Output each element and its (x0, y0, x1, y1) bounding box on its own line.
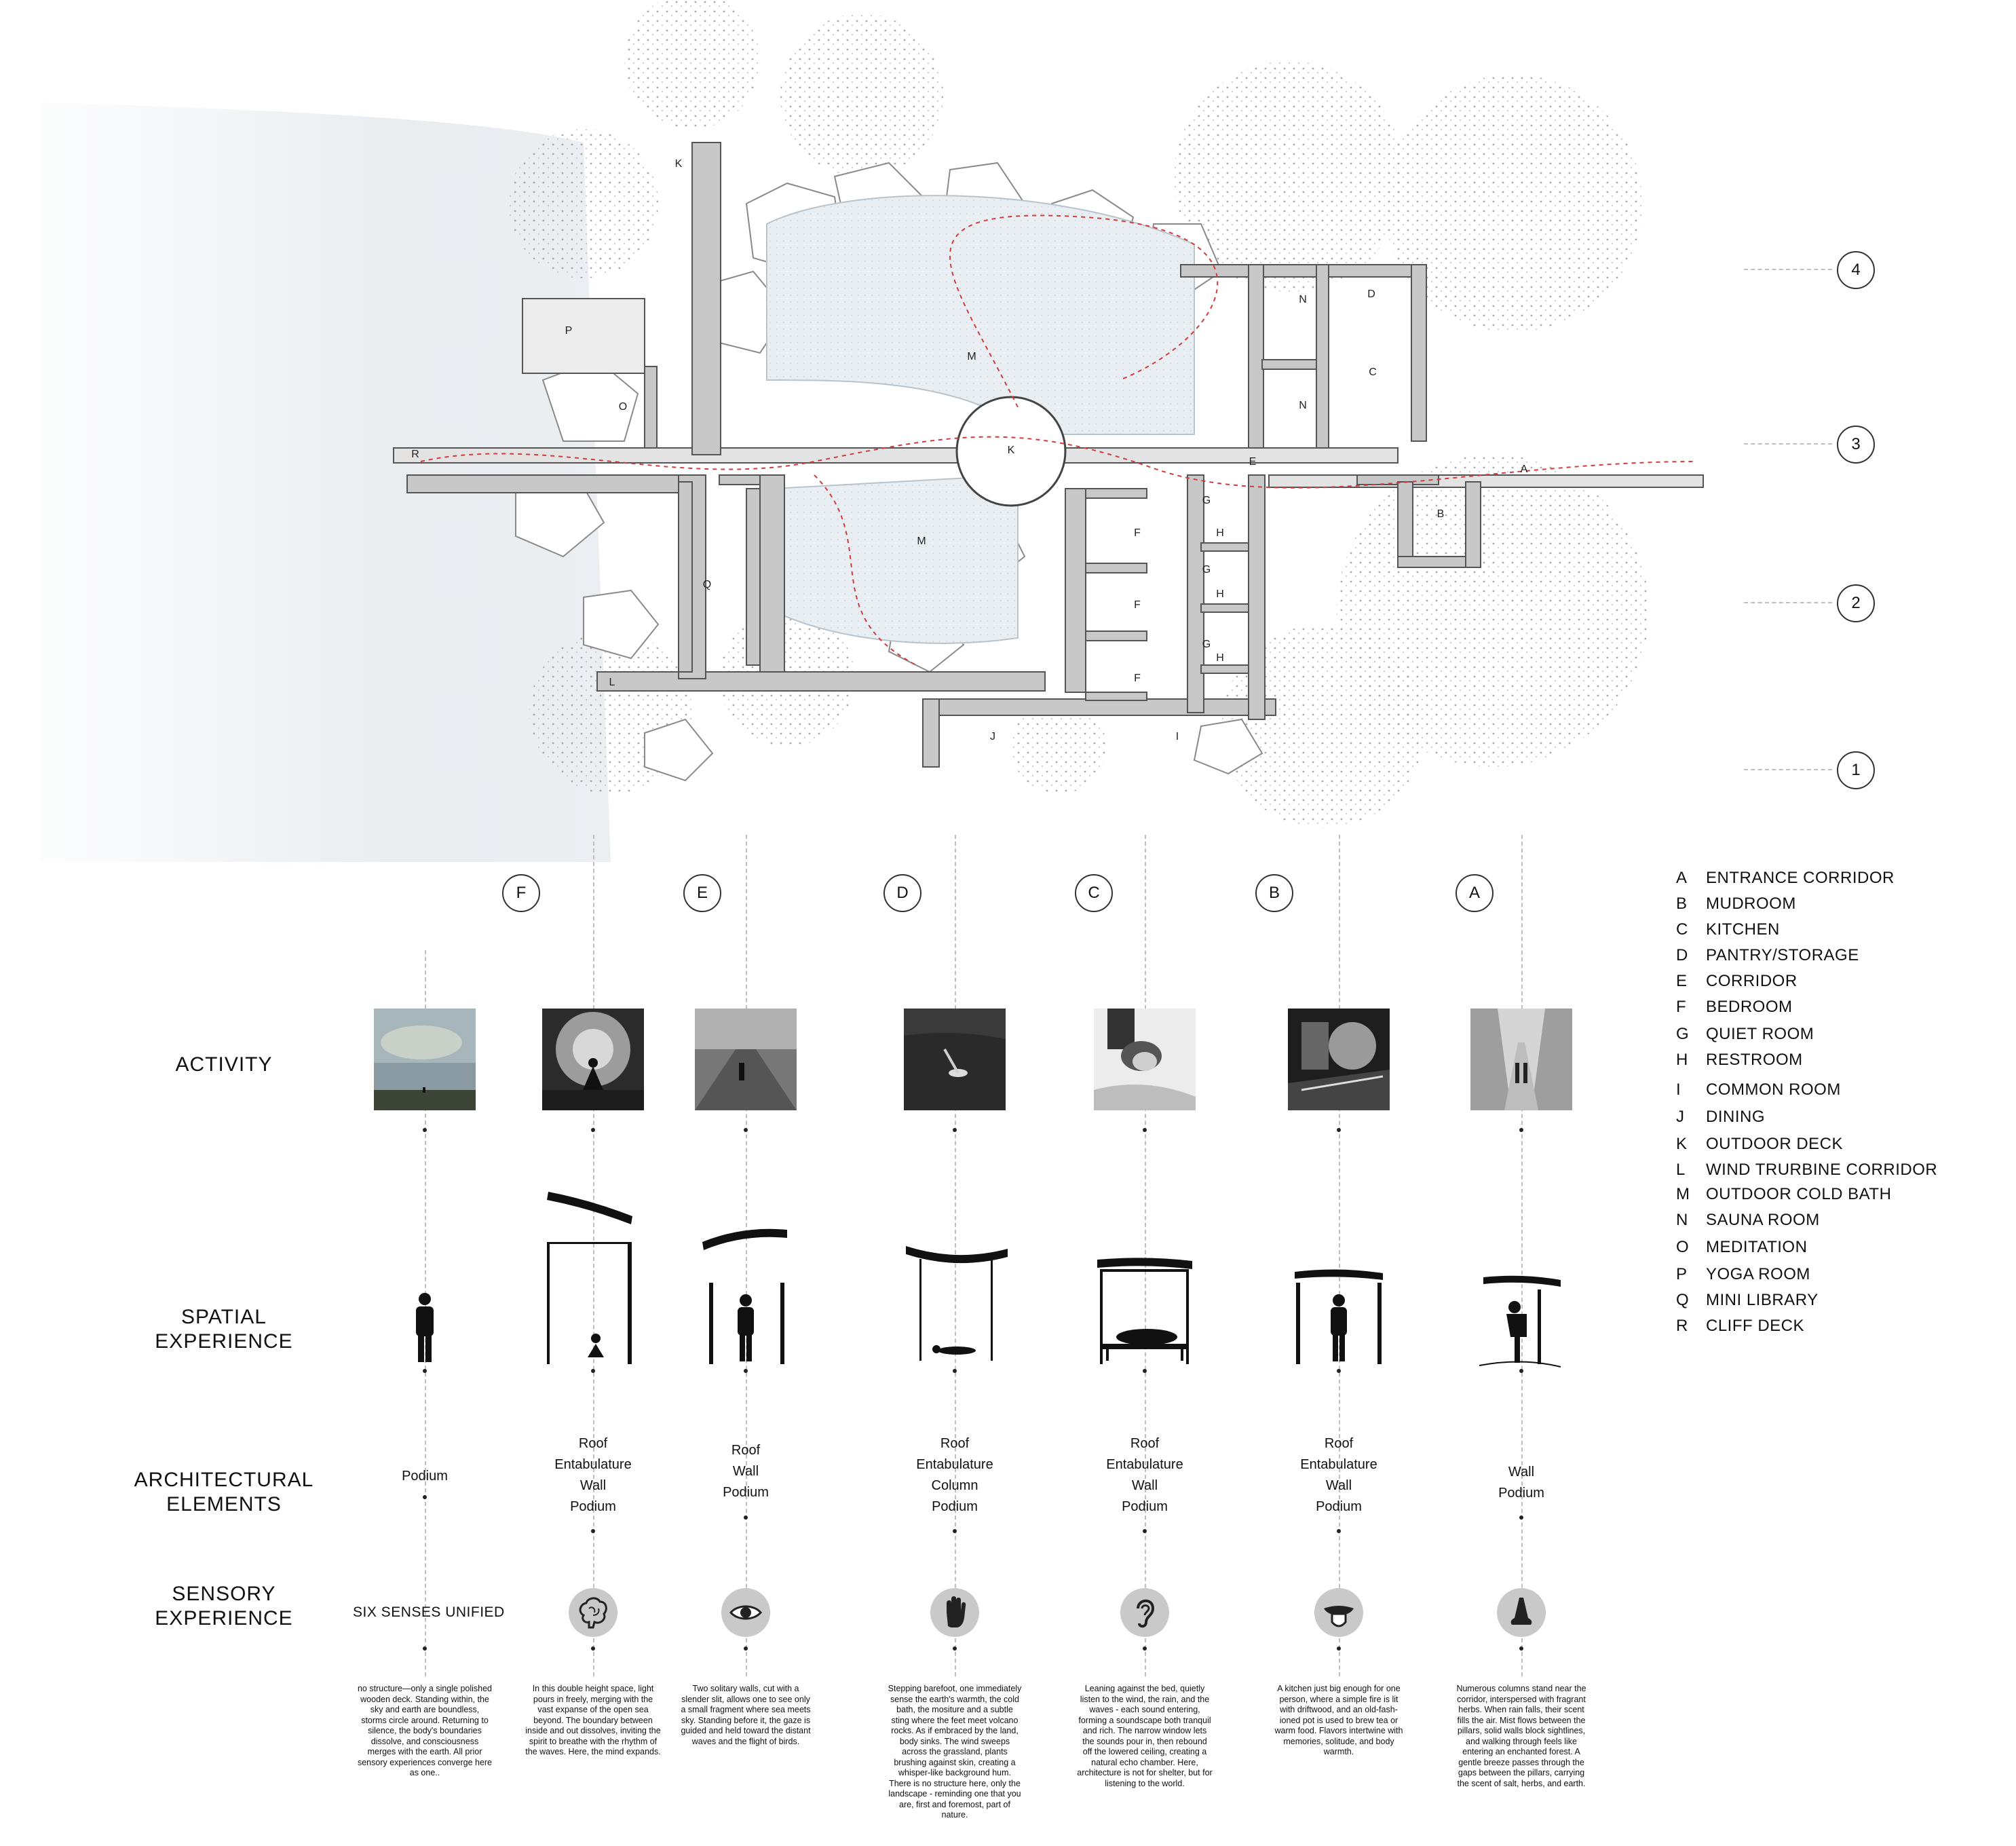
activity-photo-walkway (695, 1009, 797, 1110)
svg-text:O: O (618, 401, 628, 413)
legend-item: N SAUNA ROOM (1676, 1211, 1820, 1229)
svg-text:F: F (1134, 527, 1141, 539)
six-senses-label: SIX SENSES UNIFIED (353, 1604, 505, 1620)
svg-text:P: P (565, 325, 573, 337)
elements-d: Roof Entabulature Column Podium (916, 1436, 993, 1514)
svg-text:B: B (1437, 508, 1445, 520)
grid-marker-2: 2 (1837, 584, 1875, 622)
eye-icon (721, 1588, 770, 1637)
svg-text:G: G (1202, 495, 1211, 506)
description-a: Numerous columns stand near the corridor, interspersed with fragrant herbs. When rain falls, their scent fills the air. Mist flows between the pillars, solid walls block sightlines, and walking through feels like entering an enchanted forest. A gentle breeze passes through the gaps between the pillars, carrying the scent of salt, herbs, and earth. (1456, 1684, 1586, 1788)
elements-c: Roof Entabulature Wall Podium (1106, 1436, 1183, 1514)
legend-item: G QUIET ROOM (1676, 1025, 1814, 1043)
grid-marker-f: F (502, 874, 540, 912)
svg-text:F: F (1134, 599, 1141, 611)
description-b: A kitchen just big enough for one person, where a simple fire is lit with driftwood, and an old-fash-ioned pot is used to brew tea or warm food. Flavors intertwine with memories, solitude, and body warmth. (1274, 1684, 1403, 1756)
legend-item: E CORRIDOR (1676, 972, 1798, 990)
column-canopy-icon (906, 1246, 1008, 1361)
svg-text:G: G (1202, 564, 1211, 576)
grid-marker-e: E (683, 874, 721, 912)
hand-icon (930, 1588, 979, 1637)
row-label-activity: ACTIVITY (175, 1053, 273, 1076)
activity-photo-forest-walk (1470, 1009, 1572, 1110)
description-e1: In this double height space, light pours in freely, merging with the vast expanse of the open sea beyond. The boundary between inside and out dissolves, inviting the spirit to breathe with the rhythm of the waves. Here, the mind expands. (525, 1684, 661, 1756)
legend-item: O MEDITATION (1676, 1238, 1808, 1256)
double-height-frame-icon (547, 1192, 632, 1364)
tongue-icon (1314, 1588, 1363, 1637)
elements-b: Roof Entabulature Wall Podium (1300, 1436, 1377, 1514)
svg-text:H: H (1216, 652, 1224, 664)
activity-photo-sky (374, 1009, 476, 1110)
grid-marker-1: 1 (1837, 751, 1875, 789)
svg-text:H: H (1216, 527, 1224, 539)
grid-marker-b: B (1255, 874, 1293, 912)
description-e2: Two solitary walls, cut with a slender slit, allows one to see only a small fragment where sea meets sky. Standing before it, the gaze is guided and held toward the distant waves and the flight of birds. (681, 1684, 811, 1746)
activity-photo-swimming (904, 1009, 1006, 1110)
bed-room-icon (1097, 1258, 1192, 1364)
grid-marker-4: 4 (1837, 251, 1875, 289)
figure-standing-icon (416, 1293, 434, 1362)
svg-text:E: E (1249, 456, 1257, 468)
svg-text:M: M (967, 351, 976, 362)
svg-text:K: K (1007, 445, 1015, 456)
legend-item: R CLIFF DECK (1676, 1317, 1805, 1335)
svg-text:J: J (990, 731, 995, 742)
svg-text:Q: Q (702, 579, 712, 590)
svg-text:C: C (1369, 366, 1377, 378)
svg-text:R: R (411, 449, 419, 460)
svg-text:N: N (1299, 400, 1307, 411)
ear-icon (1120, 1588, 1169, 1637)
svg-text:D: D (1367, 288, 1375, 300)
svg-text:G: G (1202, 639, 1211, 650)
legend-item: B MUDROOM (1676, 894, 1796, 913)
activity-photo-resting (1094, 1009, 1196, 1110)
legend-item: D PANTRY/STORAGE (1676, 946, 1859, 964)
grid-marker-d: D (883, 874, 921, 912)
row-label-sensory: SENSORY EXPERIENCE (155, 1583, 293, 1630)
svg-text:N: N (1299, 294, 1307, 305)
kitchen-frame-icon (1295, 1269, 1383, 1364)
slit-walls-icon (702, 1229, 787, 1364)
svg-text:K: K (674, 158, 683, 170)
legend-item: F BEDROOM (1676, 998, 1793, 1016)
legend-item: J DINING (1676, 1108, 1765, 1126)
elements-e2: Roof Wall Podium (723, 1443, 769, 1500)
legend-item: C KITCHEN (1676, 920, 1780, 939)
legend-item: M OUTDOOR COLD BATH (1676, 1185, 1892, 1203)
brain-icon (569, 1588, 617, 1637)
svg-text:H: H (1216, 588, 1224, 600)
grid-marker-a: A (1456, 874, 1494, 912)
cold-bath-upper (767, 195, 1194, 434)
activity-photo-meditation (542, 1009, 644, 1110)
row-label-architectural: ARCHITECTURAL ELEMENTS (134, 1469, 314, 1515)
svg-text:L: L (609, 677, 615, 688)
cold-bath-lower (774, 475, 1018, 643)
description-d: Stepping barefoot, one immediately sense the earth's warmth, the cold bath, the mositure and a subtle sting where the feet meet volcano rocks. As if embraced by the land, body sinks. The wind sweeps across the grassland, plants brushing against skin, creating a whisper-like background hum. There is no structure here, only the landscape - reminding one that you are, first and foremost, part of nature. (888, 1684, 1022, 1820)
elements-f: Podium (402, 1469, 448, 1484)
floor-plan (0, 0, 2016, 869)
svg-text:I: I (1175, 731, 1179, 742)
svg-text:M: M (917, 535, 926, 547)
legend-item: K OUTDOOR DECK (1676, 1135, 1844, 1153)
legend-item: I COMMON ROOM (1676, 1080, 1841, 1099)
legend-item: P YOGA ROOM (1676, 1265, 1810, 1283)
legend-item: A ENTRANCE CORRIDOR (1676, 869, 1895, 887)
activity-photo-fire (1288, 1009, 1390, 1110)
description-c: Leaning against the bed, quietly listen to the wind, the rain, and the waves - each sound entering, forming a soundscape both tranquil and rich. The narrow window lets the sounds pour in, then rebound off the lowered ceiling, creating a natural echo chamber. Here, architecture is not for shelter, but for listening to the world. (1077, 1684, 1213, 1788)
elements-e1: Roof Entabulature Wall Podium (554, 1436, 632, 1514)
legend-item: L WIND TRURBINE CORRIDOR (1676, 1161, 1938, 1179)
legend-item: Q MINI LIBRARY (1676, 1291, 1819, 1309)
svg-text:A: A (1520, 464, 1528, 475)
description-f: no structure—only a single polished wooden deck. Standing within, the sky and earth are boundless, storms circle around. Returning to silence, the body's boundaries dissolve, and consciousness merges with the earth. All prior sensory experiences converge here as one.. (357, 1684, 493, 1777)
row-label-spatial: SPATIAL EXPERIENCE (155, 1306, 293, 1353)
grid-marker-3: 3 (1837, 426, 1875, 464)
legend-item: H RESTROOM (1676, 1051, 1803, 1069)
elements-a: Wall Podium (1498, 1465, 1544, 1501)
columns-figure-icon (1479, 1276, 1561, 1367)
nose-icon (1497, 1588, 1546, 1637)
grid-marker-c: C (1075, 874, 1113, 912)
svg-text:F: F (1134, 673, 1141, 684)
